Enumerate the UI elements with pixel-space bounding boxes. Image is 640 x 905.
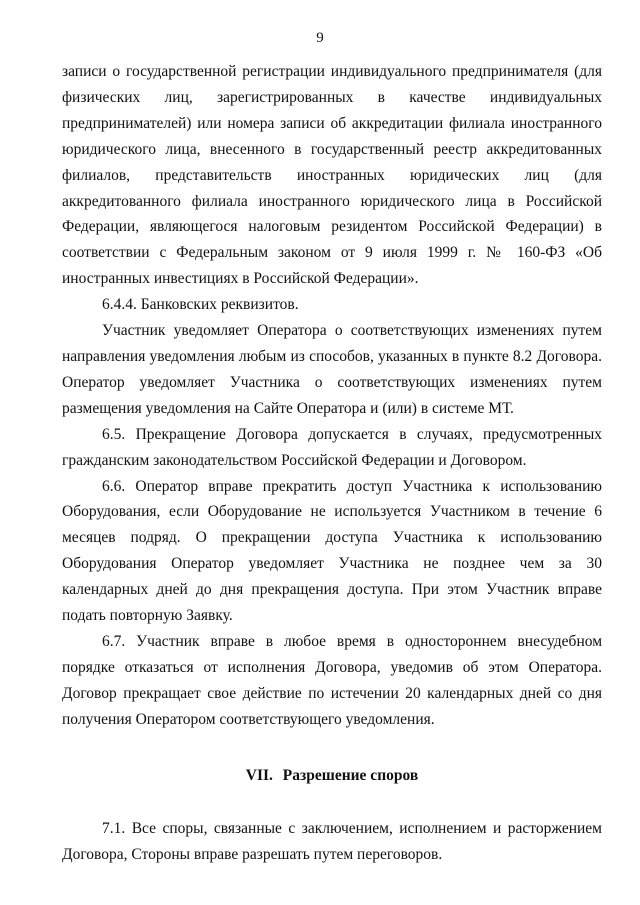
paragraph-6-4-4: 6.4.4. Банковских реквизитов.	[102, 296, 299, 314]
paragraph-6-6: 6.6. Оператор вправе прекратить доступ Участника к использованию Оборудования, если Оборудование не используется Участником в течение 6 месяцев подряд. О прекращении доступа Участника к использованию Оборудования Оператор уведомляет Участника не позднее чем за 30 календарных дней до дня прекращения доступа. При этом Участник вправе подать повторную Заявку.	[62, 477, 602, 625]
paragraph-6-5: 6.5. Прекращение Договора допускается в случаях, предусмотренных гражданским законодательством Российской Федерации и Договором.	[62, 425, 602, 469]
paragraph-6-7: 6.7. Участник вправе в любое время в одностороннем внесудебном порядке отказаться от исполнения Договора, уведомив об этом Оператора. Договор прекращает свое действие по истечении 20 календарных дней со дня получения Оператором соответствующего уведомления.	[62, 632, 602, 728]
document-body	[62, 59, 602, 868]
section-heading	[62, 763, 602, 789]
paragraph-change-notification: Участник уведомляет Оператора о соответствующих изменениях путем направления уведомления любым из способов, указанных в пункте 8.2 Договора. Оператор уведомляет Участника о соответствующих изменениях путем размещения уведомления на Сайте Оператора и (или) в системе МТ.	[62, 322, 602, 417]
section-title: Разрешение споров	[282, 766, 419, 784]
paragraph-registration-record: записи о государственной регистрации индивидуального предпринимателя (для физических лиц, зарегистрированных в качестве индивидуальных предпринимателей) или номера записи об аккредитации филиала иностранного юридического лица, внесенного в государственный реестр аккредитованных филиалов, представительств иностранных юридических лиц (для аккредитованного филиала иностранного юридического лица в Российской Федерации, являющегося налоговым резидентом Российской Федерации) в соответствии с Федеральным законом от 9 июля 1999 г. № 160-ФЗ «Об иностранных инвестициях в Российской Федерации».	[62, 63, 602, 288]
paragraph-7-1: 7.1. Все споры, связанные с заключением, исполнением и расторжением Договора, Стороны вправе разрешать путем переговоров.	[62, 820, 602, 864]
page-number: 9	[316, 30, 324, 46]
section-number: VII.	[245, 766, 273, 784]
